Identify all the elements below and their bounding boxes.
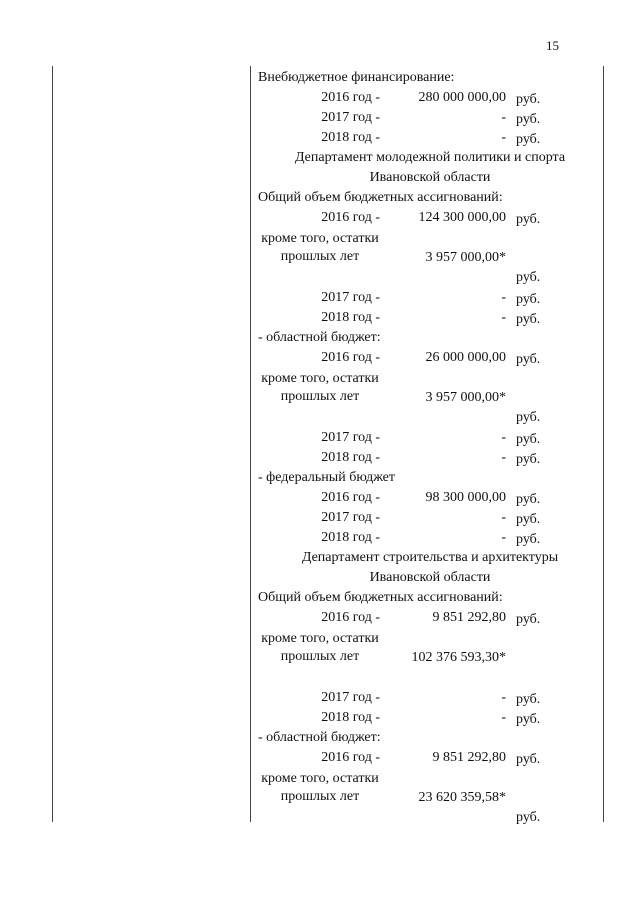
year-row [258, 528, 602, 548]
remainder-row [258, 368, 602, 428]
amount-value: - [501, 450, 506, 465]
table-divider [250, 66, 251, 822]
amount-value: - [501, 130, 506, 145]
amount-value: - [501, 510, 506, 525]
year-label: 2016 год - [321, 90, 380, 105]
year-row [258, 88, 602, 108]
remainder-label: кроме того, остатки прошлых лет [261, 771, 379, 804]
currency-unit: руб. [516, 532, 541, 547]
year-label: 2016 год - [321, 350, 380, 365]
year-label: 2017 год - [321, 110, 380, 125]
year-label: 2018 год - [321, 130, 380, 145]
year-label: 2016 год - [321, 210, 380, 225]
year-row [258, 308, 602, 328]
amount-value: 3 957 000,00* [425, 390, 506, 405]
year-row [258, 108, 602, 128]
year-row [258, 688, 602, 708]
currency-unit: руб. [516, 312, 541, 327]
section-heading: - областной бюджет: [258, 330, 381, 345]
section-heading: - федеральный бюджет [258, 470, 396, 485]
year-row [258, 348, 602, 368]
amount-value: - [501, 310, 506, 325]
currency-unit: руб. [516, 212, 541, 227]
year-label: 2016 год - [321, 610, 380, 625]
year-row [258, 508, 602, 528]
currency-unit: руб. [516, 292, 541, 307]
amount-value: 9 851 292,80 [432, 610, 506, 625]
amount-value: - [501, 290, 506, 305]
table-border-right [603, 66, 604, 822]
amount-value: 124 300 000,00 [418, 210, 506, 225]
currency-unit: руб. [516, 112, 541, 127]
remainder-row [258, 768, 602, 828]
year-row [258, 208, 602, 228]
currency-unit: руб. [516, 752, 541, 767]
department-heading: Ивановской области [369, 570, 491, 585]
budget-content [258, 68, 602, 828]
currency-unit: руб. [516, 712, 541, 727]
amount-value: - [501, 690, 506, 705]
year-label: 2018 год - [321, 310, 380, 325]
currency-unit: руб. [516, 612, 541, 627]
section-heading: Внебюджетное финансирование: [258, 70, 455, 85]
year-label: 2018 год - [321, 710, 380, 725]
amount-value: - [501, 530, 506, 545]
remainder-row [258, 228, 602, 288]
year-label: 2017 год - [321, 510, 380, 525]
section-heading: - областной бюджет: [258, 730, 381, 745]
table-border-left [52, 66, 53, 822]
currency-unit: руб. [516, 452, 541, 467]
amount-value: 102 376 593,30* [411, 650, 506, 665]
year-label: 2016 год - [321, 750, 380, 765]
amount-value: 3 957 000,00* [425, 250, 506, 265]
department-heading: Ивановской области [369, 170, 491, 185]
amount-value: 98 300 000,00 [425, 490, 506, 505]
remainder-row [258, 628, 602, 688]
year-label: 2017 год - [321, 290, 380, 305]
amount-value: 26 000 000,00 [425, 350, 506, 365]
year-label: 2018 год - [321, 530, 380, 545]
currency-unit: руб. [516, 810, 541, 825]
year-row [258, 608, 602, 628]
currency-unit: руб. [516, 512, 541, 527]
remainder-label: кроме того, остатки прошлых лет [261, 371, 379, 404]
remainder-label: кроме того, остатки прошлых лет [261, 631, 379, 664]
year-label: 2017 год - [321, 430, 380, 445]
currency-unit: руб. [516, 92, 541, 107]
section-heading: Общий объем бюджетных ассигнований: [258, 590, 503, 605]
year-row [258, 428, 602, 448]
currency-unit: руб. [516, 492, 541, 507]
amount-value: 9 851 292,80 [432, 750, 506, 765]
currency-unit: руб. [516, 410, 541, 425]
currency-unit: руб. [516, 432, 541, 447]
year-label: 2018 год - [321, 450, 380, 465]
currency-unit: руб. [516, 270, 541, 285]
currency-unit: руб. [516, 132, 541, 147]
year-label: 2017 год - [321, 690, 380, 705]
department-heading: Департамент строительства и архитектуры [301, 550, 559, 565]
amount-value: 280 000 000,00 [418, 90, 506, 105]
section-heading: Общий объем бюджетных ассигнований: [258, 190, 503, 205]
department-heading: Департамент молодежной политики и спорта [294, 150, 566, 165]
year-row [258, 448, 602, 468]
year-row [258, 488, 602, 508]
currency-unit: руб. [516, 352, 541, 367]
remainder-label: кроме того, остатки прошлых лет [261, 231, 379, 264]
year-label: 2016 год - [321, 490, 380, 505]
amount-value: - [501, 110, 506, 125]
year-row [258, 128, 602, 148]
year-row [258, 288, 602, 308]
year-row [258, 708, 602, 728]
page-number: 15 [546, 38, 559, 53]
amount-value: - [501, 710, 506, 725]
amount-value: 23 620 359,58* [418, 790, 506, 805]
currency-unit: руб. [516, 692, 541, 707]
year-row [258, 748, 602, 768]
amount-value: - [501, 430, 506, 445]
